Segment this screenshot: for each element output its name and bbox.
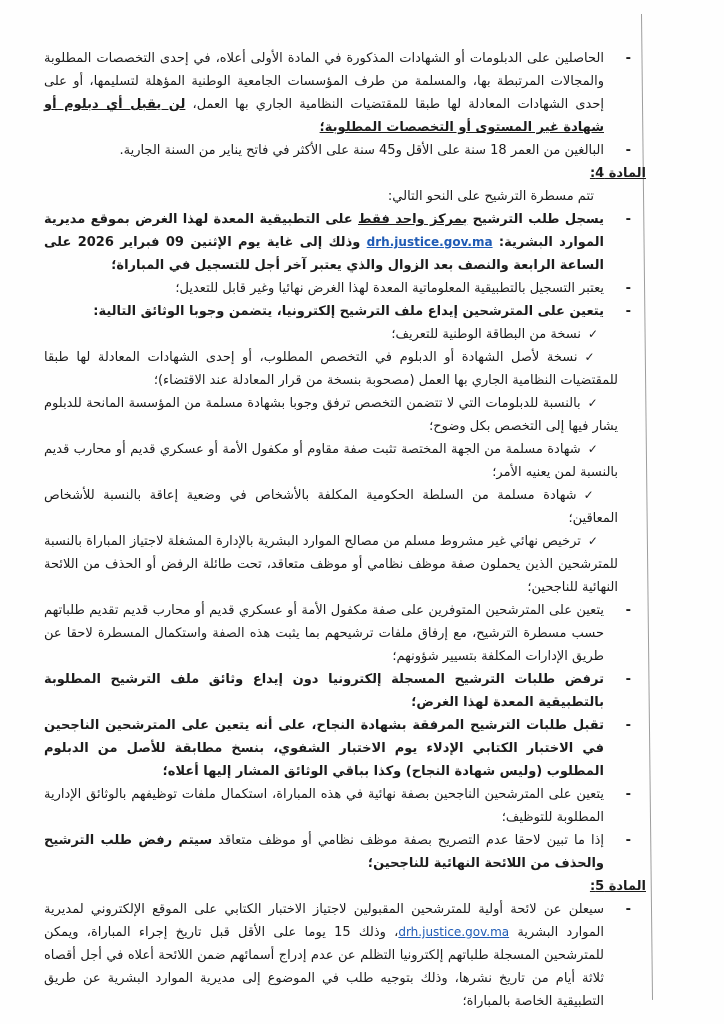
checklist-text: نسخة لأصل الشهادة أو الدبلوم في التخصص المطلوب، أو إحدى الشهادات المعادلة لها طبقا للمقتضيات النظامية الجاري بها العمل (مصحوبة بنسخة من قرار المعادلة عند الاقتضاء)؛ [44, 350, 618, 388]
dash-bullet: - [625, 304, 631, 319]
checklist-item-employer-authorization [44, 530, 646, 599]
check-icon: ✓ [583, 488, 598, 502]
drh-justice-link[interactable]: drh.justice.gov.ma [366, 235, 493, 249]
list-item-register [44, 208, 646, 277]
hiring-docs-text: يتعين على المترشحين الناجحين بصفة نهائية في هذه المباراة، استكمال ملفات توظيفهم بالوثائق الإدارية المطلوبة للتوظيف؛ [44, 787, 604, 825]
veterans-procedure-text: يتعين على المترشحين المتوفرين على صفة مكفول الأمة أو عسكري قديم أو محارب قديم تقديم طلباتهم حسب مسطرة الترشيح، مع إرفاق ملفات ترشيحهم بما يثبت هذه الصفة واستكمال المسطرة لاحقا عن طريق الإدارات المكلفة بتسيير شؤونهم؛ [44, 603, 604, 664]
list-item-rejection [44, 668, 646, 714]
eligibility-item-age [44, 139, 646, 162]
dash-bullet: - [625, 143, 631, 158]
article4-lead-text: تتم مسطرة الترشيح على النحو التالي: [387, 189, 594, 204]
checklist-text: بالنسبة للدبلومات التي لا تتضمن التخصص ترفق وجوبا بشهادة مسلمة من المؤسسة المانحة للدبلوم يشار فيها إلى التخصص بكل وضوح؛ [44, 396, 618, 434]
article4-heading [44, 162, 646, 185]
announcement-part2: ، وذلك 15 يوما على الأقل قبل تاريخ إجراء المباراة، ويمكن للمترشحين المسجلة طلباتهم إلكترونيا التظلم عن عدم إدراج أسمائهم ضمن اللائحة أعلاه في أجل أقصاه ثلاثة أيام من تاريخ نشرها، وذلك بتوجيه طلب في الموضوع إلى مديرية الموارد البشرية عن طريق التطبيقية الخاصة بالمباراة؛ [44, 925, 604, 1009]
list-item-veterans-procedure [44, 599, 646, 668]
list-item-documents-intro [44, 300, 646, 323]
final-registration-text: يعتبر التسجيل بالتطبيقية المعلوماتية المعدة لهذا الغرض نهائيا وغير قابل للتعديل؛ [175, 281, 604, 296]
article4-heading-text: المادة 4: [589, 166, 646, 181]
dash-bullet: - [625, 281, 631, 296]
announcement-part1: سيعلن عن لائحة أولية للمترشحين المقبولين لاجتياز الاختبار الكتابي على الموقع الإلكتروني لمديرية الموارد البشرية [44, 902, 604, 940]
checklist-item-disability-certificate [44, 484, 646, 530]
register-part1: يسجل طلب الترشيح [467, 212, 604, 227]
checklist-item-veteran-certificate [44, 438, 646, 484]
success-certificate-text: تقبل طلبات الترشيح المرفقة بشهادة النجاح، على أنه يتعين على المترشحين الناجحين في الاختبار الكتابي الإدلاء يوم الاختبار الشفوي، بنسخ مطابقة للأصل من الدبلوم المطلوب (وليس شهادة النجاح) وكذا بباقي الوثائق المشار إليها أعلاه؛ [44, 718, 604, 779]
checklist-text: شهادة مسلمة من السلطة الحكومية المكلفة بالأشخاص في وضعية إعاقة بالنسبة للأشخاص المعاقين؛ [44, 488, 618, 526]
false-declaration-text: إذا ما تبين لاحقا عدم التصريح بصفة موظف نظامي أو موظف متعاقد [212, 833, 604, 848]
documents-intro-text: يتعين على المترشحين إيداع ملف الترشيح إلكترونيا، يتضمن وجوبا الوثائق التالية: [93, 304, 604, 319]
checklist-text: نسخة من البطاقة الوطنية للتعريف؛ [391, 327, 581, 342]
eligibility-diplomas-emphasis: لن يقبل أي دبلوم أو شهادة غير المستوى أو التخصصات المطلوبة؛ [44, 97, 604, 135]
list-item-final-registration [44, 277, 646, 300]
dash-bullet: - [625, 902, 631, 917]
dash-bullet: - [625, 833, 631, 848]
article5-heading [44, 875, 646, 898]
dash-bullet: - [625, 672, 631, 687]
dash-bullet: - [625, 51, 631, 66]
checklist-item-id-card [44, 323, 646, 346]
check-icon: ✓ [587, 396, 598, 410]
checklist-text: شهادة مسلمة من الجهة المختصة تثبت صفة مقاوم أو مكفول الأمة أو عسكري قديم أو محارب قديم بالنسبة لمن يعنيه الأمر؛ [44, 442, 618, 480]
check-icon: ✓ [584, 350, 598, 364]
rejection-text: ترفض طلبات الترشيح المسجلة إلكترونيا دون إيداع وثائق ملف الترشيح المطلوبة بالتطبيقية المعدة لهذا الغرض؛ [44, 672, 604, 710]
eligibility-item-diplomas [44, 47, 646, 139]
checklist-item-specialty-attestation [44, 392, 646, 438]
dash-bullet: - [625, 603, 631, 618]
list-item-final-hiring-docs [44, 783, 646, 829]
article4-lead [44, 185, 646, 208]
list-item-preliminary-list [44, 898, 646, 1013]
false-declaration-emphasis: سيتم رفض طلب الترشيح والحذف من اللائحة النهائية للناجحين؛ [44, 833, 604, 871]
register-part2: على التطبيقية المعدة لهذا الغرض بموقع مديرية الموارد البشرية: [44, 212, 604, 250]
document-body [44, 47, 646, 1013]
list-item-success-certificate [44, 714, 646, 783]
article5-heading-text: المادة 5: [589, 879, 646, 894]
eligibility-age-text: البالغين من العمر 18 سنة على الأقل و45 سنة على الأكثر في فاتح يناير من السنة الجارية. [119, 143, 604, 158]
check-icon: ✓ [587, 534, 598, 548]
checklist-item-diploma-copy [44, 346, 646, 392]
dash-bullet: - [625, 718, 631, 733]
register-part3: وذلك إلى غاية يوم الإثنين 09 فبراير 2026 على الساعة الرابعة والنصف بعد الزوال والذي يعتبر آخر أجل للتسجيل في المباراة؛ [44, 235, 604, 273]
check-icon: ✓ [587, 327, 598, 341]
drh-justice-link[interactable]: drh.justice.gov.ma [398, 925, 510, 939]
register-one-center-emphasis: بمركز واحد فقط [358, 212, 468, 227]
dash-bullet: - [625, 212, 631, 227]
eligibility-diplomas-text: الحاصلين على الدبلومات أو الشهادات المذكورة في المادة الأولى أعلاه، في إحدى التخصصات المطلوبة والمجالات المرتبطة بها، والمسلمة من طرف المؤسسات الجامعية الوطنية المؤهلة لتسليمها، أو على إحدى الشهادات المعادلة لها طبقا للمقتضيات النظامية الجاري بها العمل، [44, 51, 604, 112]
list-item-false-declaration [44, 829, 646, 875]
check-icon: ✓ [587, 442, 598, 456]
checklist-text: ترخيص نهائي غير مشروط مسلم من مصالح الموارد البشرية بالإدارة المشغلة لاجتياز المباراة بالنسبة للمترشحين الذين يحملون صفة موظف نظامي أو موظف متعاقد، تحت طائلة الرفض أو الحذف من اللائحة النهائية للناجحين؛ [44, 534, 618, 595]
dash-bullet: - [625, 787, 631, 802]
